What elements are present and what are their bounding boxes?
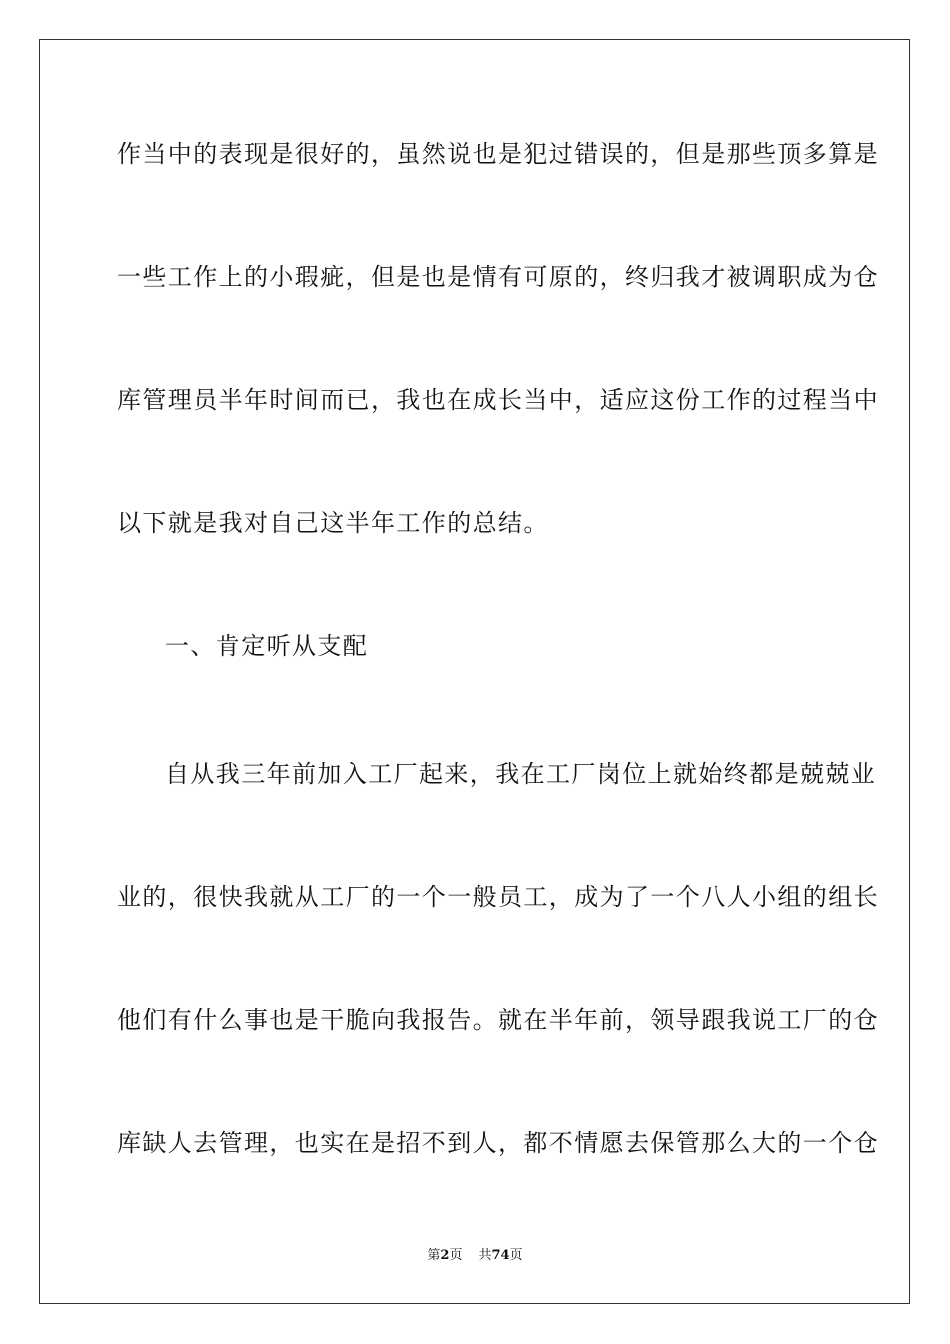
body-text-line-8: 库缺人去管理，也实在是招不到人，都不情愿去保管那么大的一个仓 xyxy=(117,1129,879,1157)
total-pages: 74 xyxy=(491,1248,510,1263)
body-text-line-4: 以下就是我对自己这半年工作的总结。 xyxy=(117,509,549,537)
page-suffix: 页 xyxy=(449,1248,463,1263)
body-text-line-6: 业的，很快我就从工厂的一个一般员工，成为了一个八人小组的组长 xyxy=(117,883,879,911)
page-number: 2 xyxy=(440,1248,450,1263)
total-prefix: 共 xyxy=(478,1248,492,1263)
page-border xyxy=(39,39,910,1304)
body-text-line-5: 自从我三年前加入工厂起来，我在工厂岗位上就始终都是兢兢业 xyxy=(165,760,877,788)
body-text-line-1: 作当中的表现是很好的，虽然说也是犯过错误的，但是那些顶多算是 xyxy=(117,140,879,168)
body-text-line-7: 他们有什么事也是干脆向我报告。就在半年前，领导跟我说工厂的仓 xyxy=(117,1006,879,1034)
section-heading: 一、肯定听从支配 xyxy=(165,632,369,660)
page-prefix: 第 xyxy=(427,1248,441,1263)
body-text-line-3: 库管理员半年时间而已，我也在成长当中，适应这份工作的过程当中 xyxy=(117,386,879,414)
body-text-line-2: 一些工作上的小瑕疵，但是也是情有可原的，终归我才被调职成为仓 xyxy=(117,263,879,291)
total-suffix: 页 xyxy=(509,1248,523,1263)
page-footer xyxy=(0,1248,950,1264)
